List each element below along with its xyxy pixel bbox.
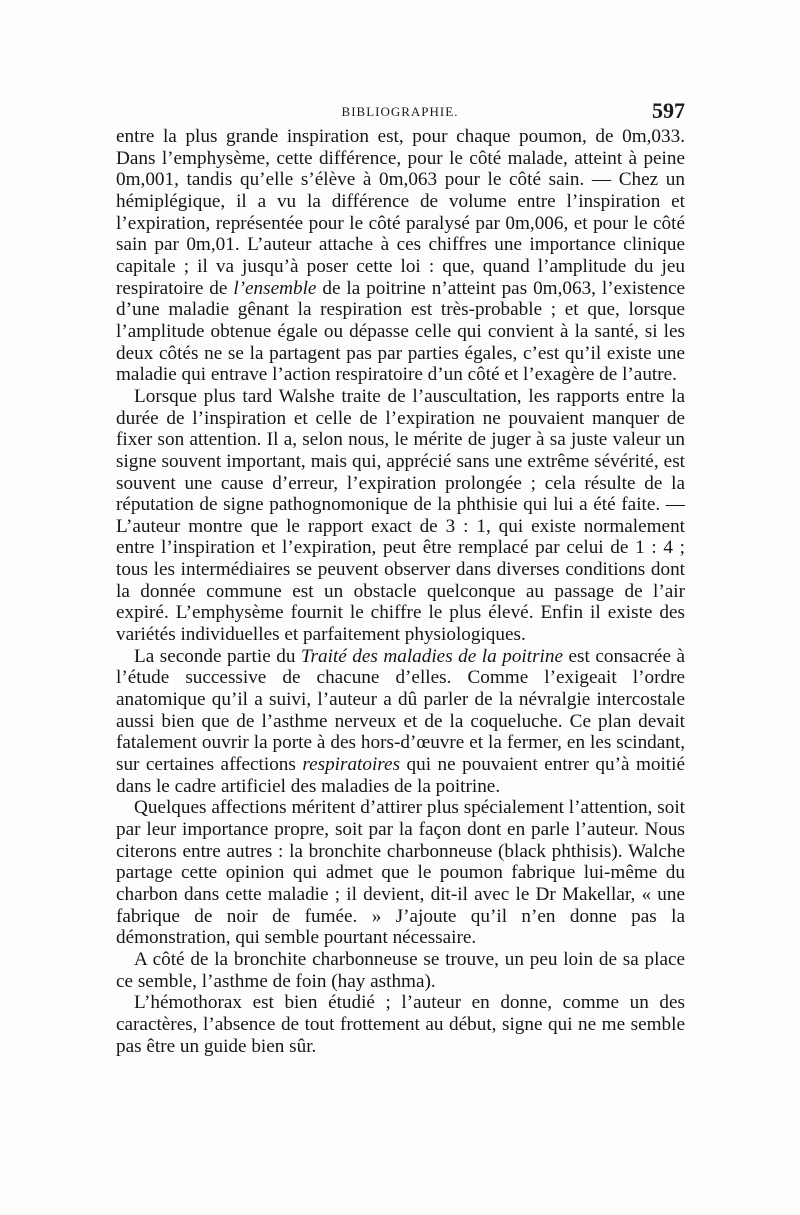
paragraph-1-text: entre la plus grande inspiration est, pour chaque poumon, de 0m,033. Dans l’emphysème, cette différence, pour le côté malade, atteint à peine 0m,001, tandis qu’elle s’élève à 0m,063 pour le côté sain. — Chez un hémiplégique, il a vu la différence de volume entre l’inspiration et l’expiration, représentée pour le côté paralysé par 0m,006, et pour le côté sain par 0m,01. L’auteur attache à ces chiffres une importance clinique capitale ; il va jusqu’à poser cette loi : que, quand l’amplitude du jeu respiratoire de — [116, 126, 685, 299]
running-head — [115, 98, 685, 122]
paragraph-2-text: Lorsque plus tard Walshe traite de l’auscultation, les rapports entre la durée de l’inspiration et celle de l’expiration ne pouvaient manquer de fixer son attention. Il a, selon nous, le mérite de juger à sa juste valeur un signe souvent important, mais qui, apprécié sans une extrême sévérité, est souvent une cause d’erreur, l’expiration prolongée ; cela résulte de la réputation de signe pathognomonique de la phthisie qui lui a été faite. — L’auteur montre que le rapport exact de 3 : 1, qui existe normalement entre l’inspiration et l’expiration, peut être remplacé par celui de 1 : 4 ; tous les intermédiaires se peuvent observer dans diverses conditions dont la donnée commune est un obstacle quelconque au passage de l’air expiré. L’emphysème fournit le chiffre le plus élevé. Enfin il existe des variétés individuelles et parfaitement physiologiques. — [116, 385, 685, 646]
body-text — [116, 126, 685, 1057]
italic-term-ensemble: l’ensemble — [233, 277, 317, 299]
running-title: BIBLIOGRAPHIE. — [341, 104, 459, 119]
paragraph-3-text-end: qui ne pouvaient entrer qu’à moitié dans le cadre artificiel des maladies de la poitrine. — [116, 754, 685, 797]
paragraph-4-text: Quelques affections méritent d’attirer plus spécialement l’attention, soit par leur importance propre, soit par la façon dont en parle l’auteur. Nous citerons entre autres : la bronchite charbonneuse (black phthisis). Walche partage cette opinion qui admet que le poumon fabrique lui-même du charbon dans cette maladie ; il devient, dit-il avec le Dr Makellar, « une fabrique de noir de fumée. » J’ajoute qu’il n’en donne pas la démonstration, qui semble pourtant nécessaire. — [116, 797, 685, 949]
paragraph-2 — [116, 386, 685, 646]
paragraph-3 — [116, 646, 685, 798]
page-number: 597 — [652, 98, 685, 123]
paragraph-6 — [116, 992, 685, 1057]
italic-book-title: Traité des maladies de la poitrine — [300, 645, 563, 667]
paragraph-5-text: A côté de la bronchite charbonneuse se trouve, un peu loin de sa place ce semble, l’asthme de foin (hay asthma). — [116, 948, 685, 992]
paragraph-1 — [116, 126, 685, 386]
paragraph-5 — [116, 949, 685, 992]
paragraph-1-text-cont: de la poitrine n’atteint pas 0m,063, l’existence d’une maladie gênant la respiration est très-probable ; et que, lorsque l’amplitude obtenue égale ou dépasse celle qui convient à la santé, si les deux côtés ne se la partagent pas par parties égales, c’est qu’il existe une maladie qui entrave l’action respiratoire d’un côté et l’exagère de l’autre. — [116, 277, 685, 386]
italic-term-respiratoires: respiratoires — [302, 754, 401, 776]
paragraph-6-text: L’hémothorax est bien étudié ; l’auteur en donne, comme un des caractères, l’absence de tout frottement au début, signe qui ne me semble pas être un guide bien sûr. — [116, 992, 685, 1057]
paragraph-4 — [116, 797, 685, 949]
paragraph-3-text: La seconde partie du — [134, 645, 301, 667]
paragraph-3-text-cont: est consacrée à l’étude successive de chacune d’elles. Comme l’exigeait l’ordre anatomique qu’il a suivi, l’auteur a dû parler de la névralgie intercostale aussi bien que de l’asthme nerveux et de la coqueluche. Ce plan devait fatalement ouvrir la porte à des hors-d’œuvre et la fermer, en les scindant, sur certaines affections — [116, 645, 685, 776]
